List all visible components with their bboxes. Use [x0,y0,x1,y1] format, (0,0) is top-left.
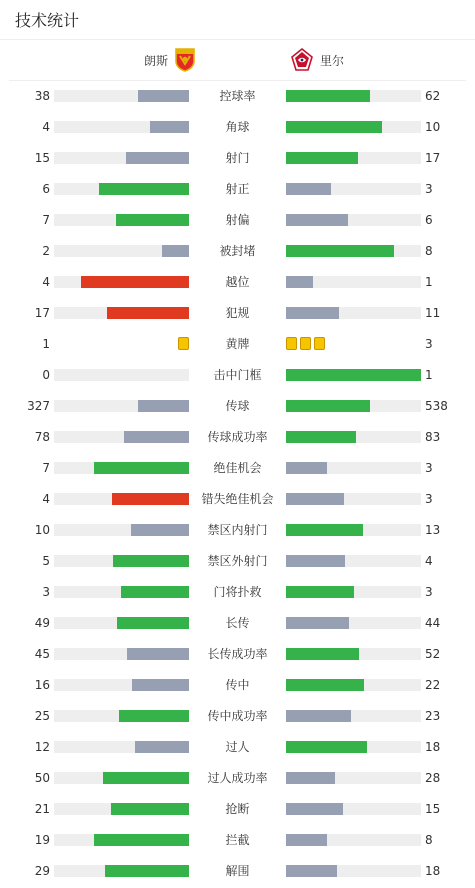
home-stat-value: 12 [34,740,50,754]
stat-label: 射门 [225,151,250,165]
stat-label: 禁区外射门 [207,554,268,568]
home-stat-bar [54,276,189,288]
stat-label: 禁区内射门 [207,523,268,537]
away-stat-bar-fill [286,710,351,722]
home-stat-bar-fill [94,834,189,846]
stat-row [0,112,475,143]
stat-row [0,81,475,112]
home-stat-bar-fill [127,648,189,660]
yellow-card-icon [314,337,325,350]
stat-row [0,794,475,825]
away-stat-value: 15 [425,802,441,816]
home-stat-bar-fill [81,276,189,288]
stat-row [0,639,475,670]
away-stat-bar [286,555,421,567]
stat-label: 传中成功率 [207,709,268,723]
home-stat-value: 7 [42,461,50,475]
stat-row [0,174,475,205]
home-stat-bar [54,400,189,412]
stat-label: 被封堵 [219,244,256,258]
away-stat-bar-fill [286,493,344,505]
home-stat-value: 49 [34,616,50,630]
away-stat-value: 538 [425,399,448,413]
away-stat-bar-fill [286,121,382,133]
stat-label: 击中门框 [213,368,262,382]
stat-row [0,577,475,608]
home-stat-value: 327 [27,399,50,413]
home-stat-bar-fill [117,617,189,629]
away-stat-value: 3 [425,492,433,506]
stat-label: 传中 [225,678,250,692]
home-stat-bar-fill [135,741,189,753]
stat-row [0,856,475,887]
away-stat-value: 28 [425,771,441,785]
away-stat-bar-fill [286,214,348,226]
away-stat-bar [286,369,421,381]
home-stat-bar [54,90,189,102]
away-stat-value: 6 [425,213,433,227]
away-stat-value: 44 [425,616,441,630]
home-stat-bar [54,772,189,784]
away-stat-bar [286,307,421,319]
stat-row [0,205,475,236]
away-stat-bar [286,183,421,195]
stat-row [0,360,475,391]
away-stat-value: 1 [425,275,433,289]
home-stat-value: 4 [42,492,50,506]
home-stat-bar-fill [94,462,189,474]
home-stat-value: 0 [42,368,50,382]
home-stat-bar [54,307,189,319]
away-stat-bar-fill [286,90,370,102]
stat-label: 越位 [225,275,250,289]
stat-label: 解围 [225,864,250,878]
away-stat-bar [286,462,421,474]
home-stat-bar-fill [119,710,189,722]
away-stat-bar [286,493,421,505]
away-stat-bar-fill [286,307,339,319]
home-stat-bar [54,245,189,257]
away-stat-bar-fill [286,183,331,195]
away-stat-bar-fill [286,462,327,474]
home-stat-bar [54,121,189,133]
home-stat-bar [54,586,189,598]
stat-label: 传球 [225,399,250,413]
home-stat-bar [54,462,189,474]
home-stat-bar [54,865,189,877]
home-stat-bar [54,214,189,226]
stat-label: 门将扑救 [213,585,262,599]
away-stat-bar [286,400,421,412]
home-stat-value: 16 [34,678,50,692]
away-stat-bar-fill [286,803,343,815]
home-stat-bar [54,710,189,722]
home-stat-bar [54,617,189,629]
away-stat-value: 10 [425,120,441,134]
away-stat-value: 52 [425,647,441,661]
home-stat-value: 25 [34,709,50,723]
home-stat-bar [54,803,189,815]
yellow-card-icon [300,337,311,350]
stat-label: 角球 [225,120,250,134]
home-stat-bar-fill [150,121,189,133]
away-stat-value: 23 [425,709,441,723]
home-stat-bar-fill [124,431,189,443]
stat-row [0,825,475,856]
home-stat-bar [54,152,189,164]
away-stat-value: 83 [425,430,441,444]
home-stat-bar-fill [131,524,189,536]
away-stat-bar [286,214,421,226]
stat-row [0,267,475,298]
away-stat-value: 1 [425,368,433,382]
home-stat-bar-fill [121,586,189,598]
away-stat-bar-fill [286,617,349,629]
home-stat-bar [54,431,189,443]
stat-label: 射偏 [225,213,250,227]
stat-row [0,329,475,360]
away-stat-bar-fill [286,772,335,784]
away-stat-bar-fill [286,586,354,598]
stat-label: 控球率 [219,89,256,103]
home-stat-value: 19 [34,833,50,847]
home-stat-bar [54,679,189,691]
home-stat-bar-fill [103,772,189,784]
away-stat-bar [286,586,421,598]
away-stat-bar [286,710,421,722]
away-stat-value: 8 [425,833,433,847]
home-stat-bar [54,493,189,505]
home-stat-value: 7 [42,213,50,227]
stat-row [0,236,475,267]
away-yellow-cards [286,337,325,351]
stat-label: 拦截 [225,833,250,847]
away-stat-bar [286,431,421,443]
stat-row [0,453,475,484]
stat-row [0,391,475,422]
teams-header [9,40,466,81]
home-stat-bar-fill [113,555,189,567]
stat-row [0,422,475,453]
away-stat-bar-fill [286,648,359,660]
home-stat-value: 17 [34,306,50,320]
stat-row [0,763,475,794]
home-stat-value: 10 [34,523,50,537]
stat-label: 犯规 [225,306,250,320]
away-stat-value: 11 [425,306,441,320]
home-stat-bar-fill [105,865,189,877]
home-team-logo-icon [174,48,196,72]
away-stat-bar [286,834,421,846]
away-stat-bar-fill [286,369,421,381]
away-stat-bar [286,245,421,257]
away-stat-bar [286,90,421,102]
home-stat-bar [54,369,189,381]
away-stat-value: 13 [425,523,441,537]
home-stat-bar [54,741,189,753]
away-stat-value: 3 [425,337,433,351]
away-stat-bar [286,524,421,536]
stat-label: 抢断 [225,802,250,816]
stat-row [0,143,475,174]
home-stat-bar-fill [138,400,189,412]
away-stat-bar [286,741,421,753]
away-stat-value: 3 [425,182,433,196]
stats-list [0,81,475,887]
home-stat-bar-fill [126,152,189,164]
stat-row [0,484,475,515]
away-stat-bar-fill [286,400,370,412]
away-team[interactable] [290,40,344,80]
away-stat-value: 3 [425,461,433,475]
home-stat-bar [54,648,189,660]
stat-row [0,546,475,577]
home-stat-value: 1 [42,337,50,351]
away-stat-bar [286,679,421,691]
stat-label: 传球成功率 [207,430,268,444]
away-stat-bar [286,617,421,629]
stat-label: 过人 [225,740,250,754]
away-stat-bar [286,121,421,133]
away-stat-value: 4 [425,554,433,568]
page-header [0,0,475,40]
stat-row [0,732,475,763]
away-stat-bar-fill [286,679,364,691]
stat-label: 绝佳机会 [213,461,262,475]
home-yellow-cards [178,337,189,351]
away-stat-bar-fill [286,865,337,877]
home-stat-bar-fill [112,493,189,505]
away-stat-bar-fill [286,741,367,753]
away-stat-bar-fill [286,152,358,164]
yellow-card-icon [286,337,297,350]
home-stat-value: 21 [34,802,50,816]
home-stat-value: 50 [34,771,50,785]
away-stat-bar [286,648,421,660]
home-stat-value: 3 [42,585,50,599]
away-stat-value: 8 [425,244,433,258]
stat-label: 射正 [225,182,250,196]
stat-label: 长传成功率 [207,647,268,661]
home-stat-value: 5 [42,554,50,568]
away-stat-bar-fill [286,245,394,257]
home-stat-bar [54,524,189,536]
stat-row [0,701,475,732]
away-stat-value: 18 [425,740,441,754]
home-stat-bar-fill [138,90,189,102]
home-stat-bar [54,183,189,195]
away-stat-bar [286,803,421,815]
page-title: 技术统计 [15,11,80,30]
away-stat-value: 3 [425,585,433,599]
stat-label: 过人成功率 [207,771,268,785]
home-stat-value: 4 [42,120,50,134]
home-team[interactable] [144,40,196,80]
home-team-name: 朗斯 [143,53,168,68]
home-stat-bar-fill [99,183,189,195]
away-stat-bar [286,152,421,164]
home-stat-bar [54,555,189,567]
home-stat-value: 29 [34,864,50,878]
stat-label: 错失绝佳机会 [201,492,274,506]
home-stat-value: 38 [34,89,50,103]
away-stat-bar [286,865,421,877]
home-stat-value: 45 [34,647,50,661]
away-stat-bar-fill [286,524,363,536]
away-stat-value: 62 [425,89,441,103]
stat-label: 黄牌 [225,337,250,351]
away-team-logo-icon [290,48,314,72]
home-stat-value: 2 [42,244,50,258]
stat-row [0,670,475,701]
away-stat-value: 18 [425,864,441,878]
away-stat-bar [286,276,421,288]
stat-label: 长传 [225,616,250,630]
home-stat-bar-fill [107,307,189,319]
home-stat-bar-fill [111,803,189,815]
home-stat-value: 4 [42,275,50,289]
away-stat-value: 17 [425,151,441,165]
home-stat-bar-fill [162,245,189,257]
stat-row [0,515,475,546]
away-team-name: 里尔 [320,53,345,68]
home-stat-value: 15 [34,151,50,165]
home-stat-value: 6 [42,182,50,196]
yellow-card-icon [178,337,189,350]
away-stat-bar-fill [286,834,327,846]
stat-row [0,298,475,329]
away-stat-bar [286,772,421,784]
away-stat-bar-fill [286,555,345,567]
away-stat-value: 22 [425,678,441,692]
home-stat-bar-fill [116,214,189,226]
home-stat-bar-fill [132,679,189,691]
away-stat-bar-fill [286,276,313,288]
stat-row [0,608,475,639]
away-stat-bar-fill [286,431,356,443]
home-stat-value: 78 [34,430,50,444]
home-stat-bar [54,834,189,846]
